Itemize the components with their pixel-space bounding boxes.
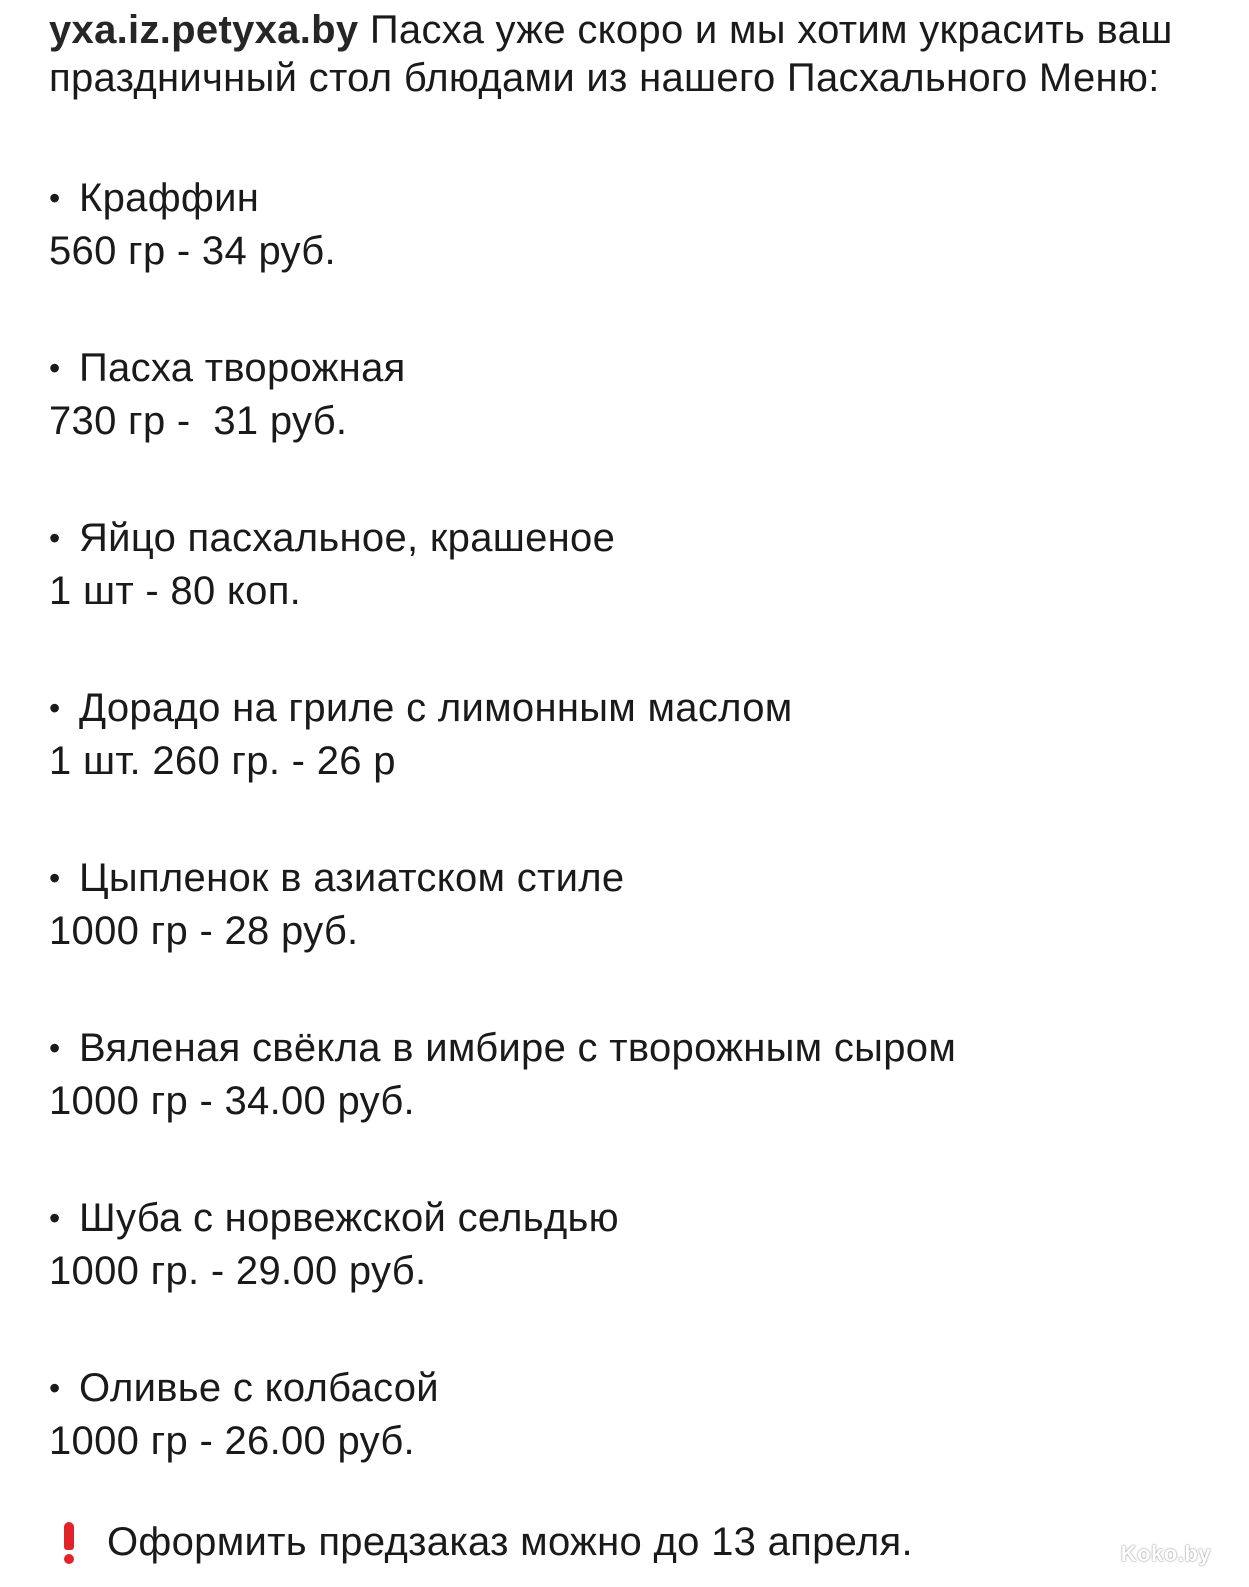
exclamation-icon <box>61 1520 75 1564</box>
item-name: • Цыпленок в азиатском стиле <box>49 852 1219 905</box>
watermark-logo: Koko.by <box>1120 1541 1211 1566</box>
item-name: • Вяленая свёкла в имбире с творожным сыром <box>49 1022 1219 1075</box>
intro-text: Пасха уже скоро и мы хотим украсить ваш праздничный стол блюдами из нашего Пасхального Меню: <box>49 8 1173 100</box>
item-name: • Пасха творожная <box>49 342 1219 395</box>
bullet-icon: • <box>49 1030 61 1066</box>
menu-item <box>49 1022 1219 1128</box>
preorder-notice <box>49 1518 1219 1566</box>
item-name: • Шуба с норвежской сельдью <box>49 1192 1219 1245</box>
bullet-icon: • <box>49 350 61 386</box>
menu-item <box>49 342 1219 448</box>
item-name: • Яйцо пасхальное, крашеное <box>49 512 1219 565</box>
menu-list <box>49 172 1219 1468</box>
item-price: 1 шт - 80 коп. <box>49 569 302 613</box>
menu-item <box>49 172 1219 278</box>
bullet-icon: • <box>49 860 61 896</box>
item-price: 1000 гр - 28 руб. <box>49 909 359 953</box>
item-price: 1 шт. 260 гр. - 26 р <box>49 739 396 783</box>
menu-item <box>49 682 1219 788</box>
notice-text: Оформить предзаказ можно до 13 апреля. <box>107 1520 913 1564</box>
item-price: 730 гр - 31 руб. <box>49 399 348 443</box>
bullet-icon: • <box>49 520 61 556</box>
post-caption <box>49 6 1219 1566</box>
username-link[interactable]: yxa.iz.petyxa.by <box>49 8 359 52</box>
bullet-icon: • <box>49 180 61 216</box>
bullet-icon: • <box>49 690 61 726</box>
menu-item <box>49 852 1219 958</box>
item-price: 560 гр - 34 руб. <box>49 229 336 273</box>
bullet-icon: • <box>49 1200 61 1236</box>
menu-item <box>49 1192 1219 1298</box>
item-price: 1000 гр. - 29.00 руб. <box>49 1249 427 1293</box>
item-name: • Дорадо на гриле с лимонным маслом <box>49 682 1219 735</box>
item-price: 1000 гр - 34.00 руб. <box>49 1079 415 1123</box>
menu-item <box>49 1362 1219 1468</box>
item-price: 1000 гр - 26.00 руб. <box>49 1419 415 1463</box>
item-name: • Оливье с колбасой <box>49 1362 1219 1415</box>
menu-item <box>49 512 1219 618</box>
bullet-icon: • <box>49 1370 61 1406</box>
caption-intro <box>49 6 1219 102</box>
item-name: • Краффин <box>49 172 1219 225</box>
